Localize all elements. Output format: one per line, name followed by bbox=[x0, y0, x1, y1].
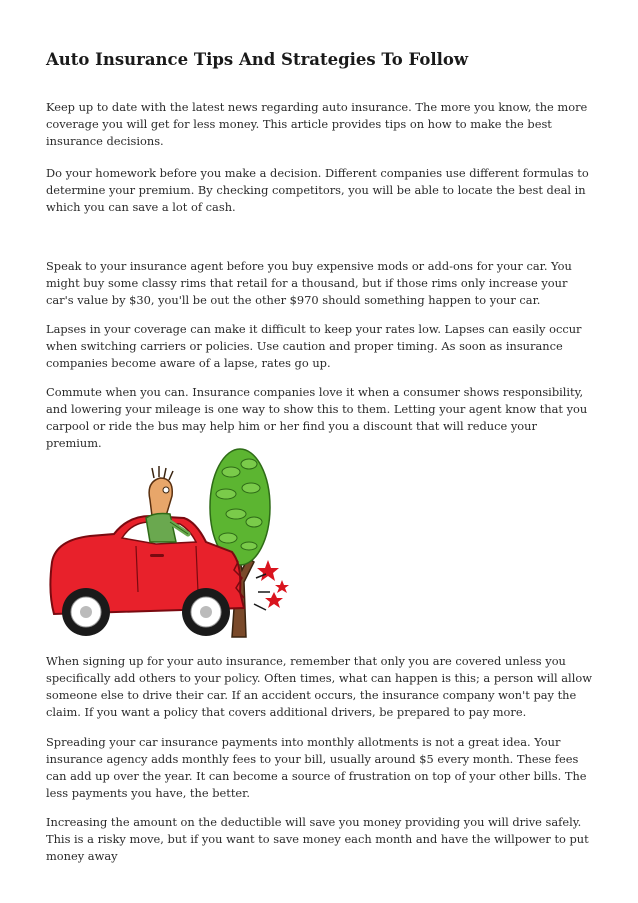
front-wheel bbox=[182, 588, 230, 636]
car-crash-illustration bbox=[46, 442, 296, 642]
paragraph-monthly-payments: Spreading your car insurance payments into monthly allotments is not a great idea. Your insurance agency adds monthly fees to your bill, usually around $5 every month. These fees can add up over the year. It can become a source of frustration on top of your other bills. The less payments you have, the better. bbox=[46, 735, 587, 800]
article-title: Auto Insurance Tips And Strategies To Follow bbox=[46, 50, 469, 69]
paragraph-commute: Commute when you can. Insurance companies love it when a consumer shows responsibility, and lowering your mileage is one way to show this to them. Letting your agent know that you carpool or ride the bus may help him or her find you a discount that will reduce your premium. bbox=[46, 385, 588, 450]
paragraph-additional-drivers: When signing up for your auto insurance, remember that only you are covered unless you specifically add others to your policy. Often times, what can happen is this; a person will allow someone else to drive their car. If an accident occurs, the insurance company won't pay the claim. If you want a policy that covers additional drivers, be prepared to pay more. bbox=[46, 654, 592, 719]
paragraph-homework: Do your homework before you make a decision. Different companies use different formulas to determine your premium. By checking competitors, you will be able to locate the best deal in which you can save a lot of cash. bbox=[46, 166, 589, 214]
paragraph-deductible: Increasing the amount on the deductible will save you money providing you will drive safely. This is a risky move, but if you want to save money each month and have the willpower to put money away bbox=[46, 815, 589, 863]
rear-wheel bbox=[62, 588, 110, 636]
paragraph-intro: Keep up to date with the latest news regarding auto insurance. The more you know, the more coverage you will get for less money. This article provides tips on how to make the best insurance decisions. bbox=[46, 100, 588, 148]
paragraph-mods: Speak to your insurance agent before you buy expensive mods or add-ons for your car. You might buy some classy rims that retail for a thousand, but if those rims only increase your car's value by $30, you'll be out the other $970 should something happen to your car. bbox=[46, 259, 572, 307]
driver-figure bbox=[146, 466, 188, 542]
paragraph-lapses: Lapses in your coverage can make it difficult to keep your rates low. Lapses can easily occur when switching carriers or policies. Use caution and proper timing. As soon as insurance companies become aware of a lapse, rates go up. bbox=[46, 322, 582, 370]
impact-stars bbox=[257, 560, 289, 608]
